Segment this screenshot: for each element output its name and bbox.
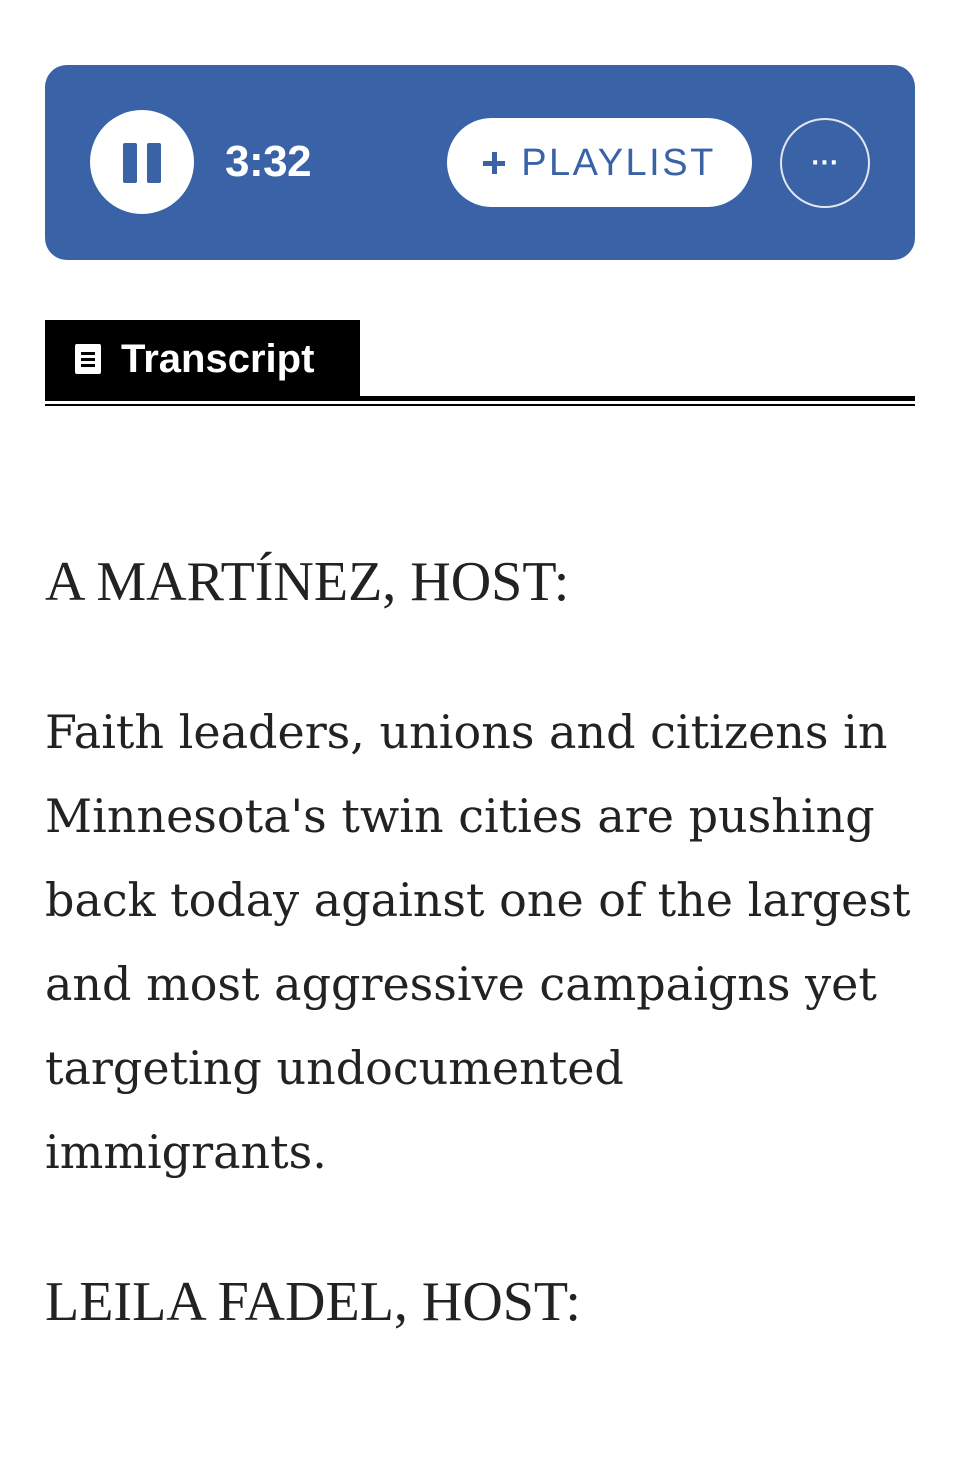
transcript-body	[45, 540, 915, 1344]
playlist-label: PLAYLIST	[521, 141, 716, 184]
speaker-label: LEILA FADEL, HOST:	[45, 1271, 581, 1333]
tab-divider-thin	[45, 404, 915, 406]
document-icon	[75, 344, 101, 374]
more-options-button[interactable]	[780, 118, 870, 208]
audio-player	[45, 65, 915, 260]
tab-divider	[45, 396, 915, 401]
pause-icon	[123, 143, 137, 183]
plus-icon	[483, 152, 505, 174]
tab-label: Transcript	[121, 337, 315, 381]
speaker-label: A MARTÍNEZ, HOST:	[45, 551, 570, 613]
tab-transcript[interactable]	[45, 320, 360, 398]
transcript-paragraph: Faith leaders, unions and citizens in Minnesota's twin cities are pushing back today against one of the largest and most aggressive campaigns yet targeting undocumented immigrants.	[45, 705, 911, 1179]
more-icon: ···	[810, 150, 840, 176]
playback-time: 3:32	[225, 137, 312, 186]
pause-button[interactable]	[90, 110, 194, 214]
add-to-playlist-button[interactable]	[447, 118, 752, 207]
